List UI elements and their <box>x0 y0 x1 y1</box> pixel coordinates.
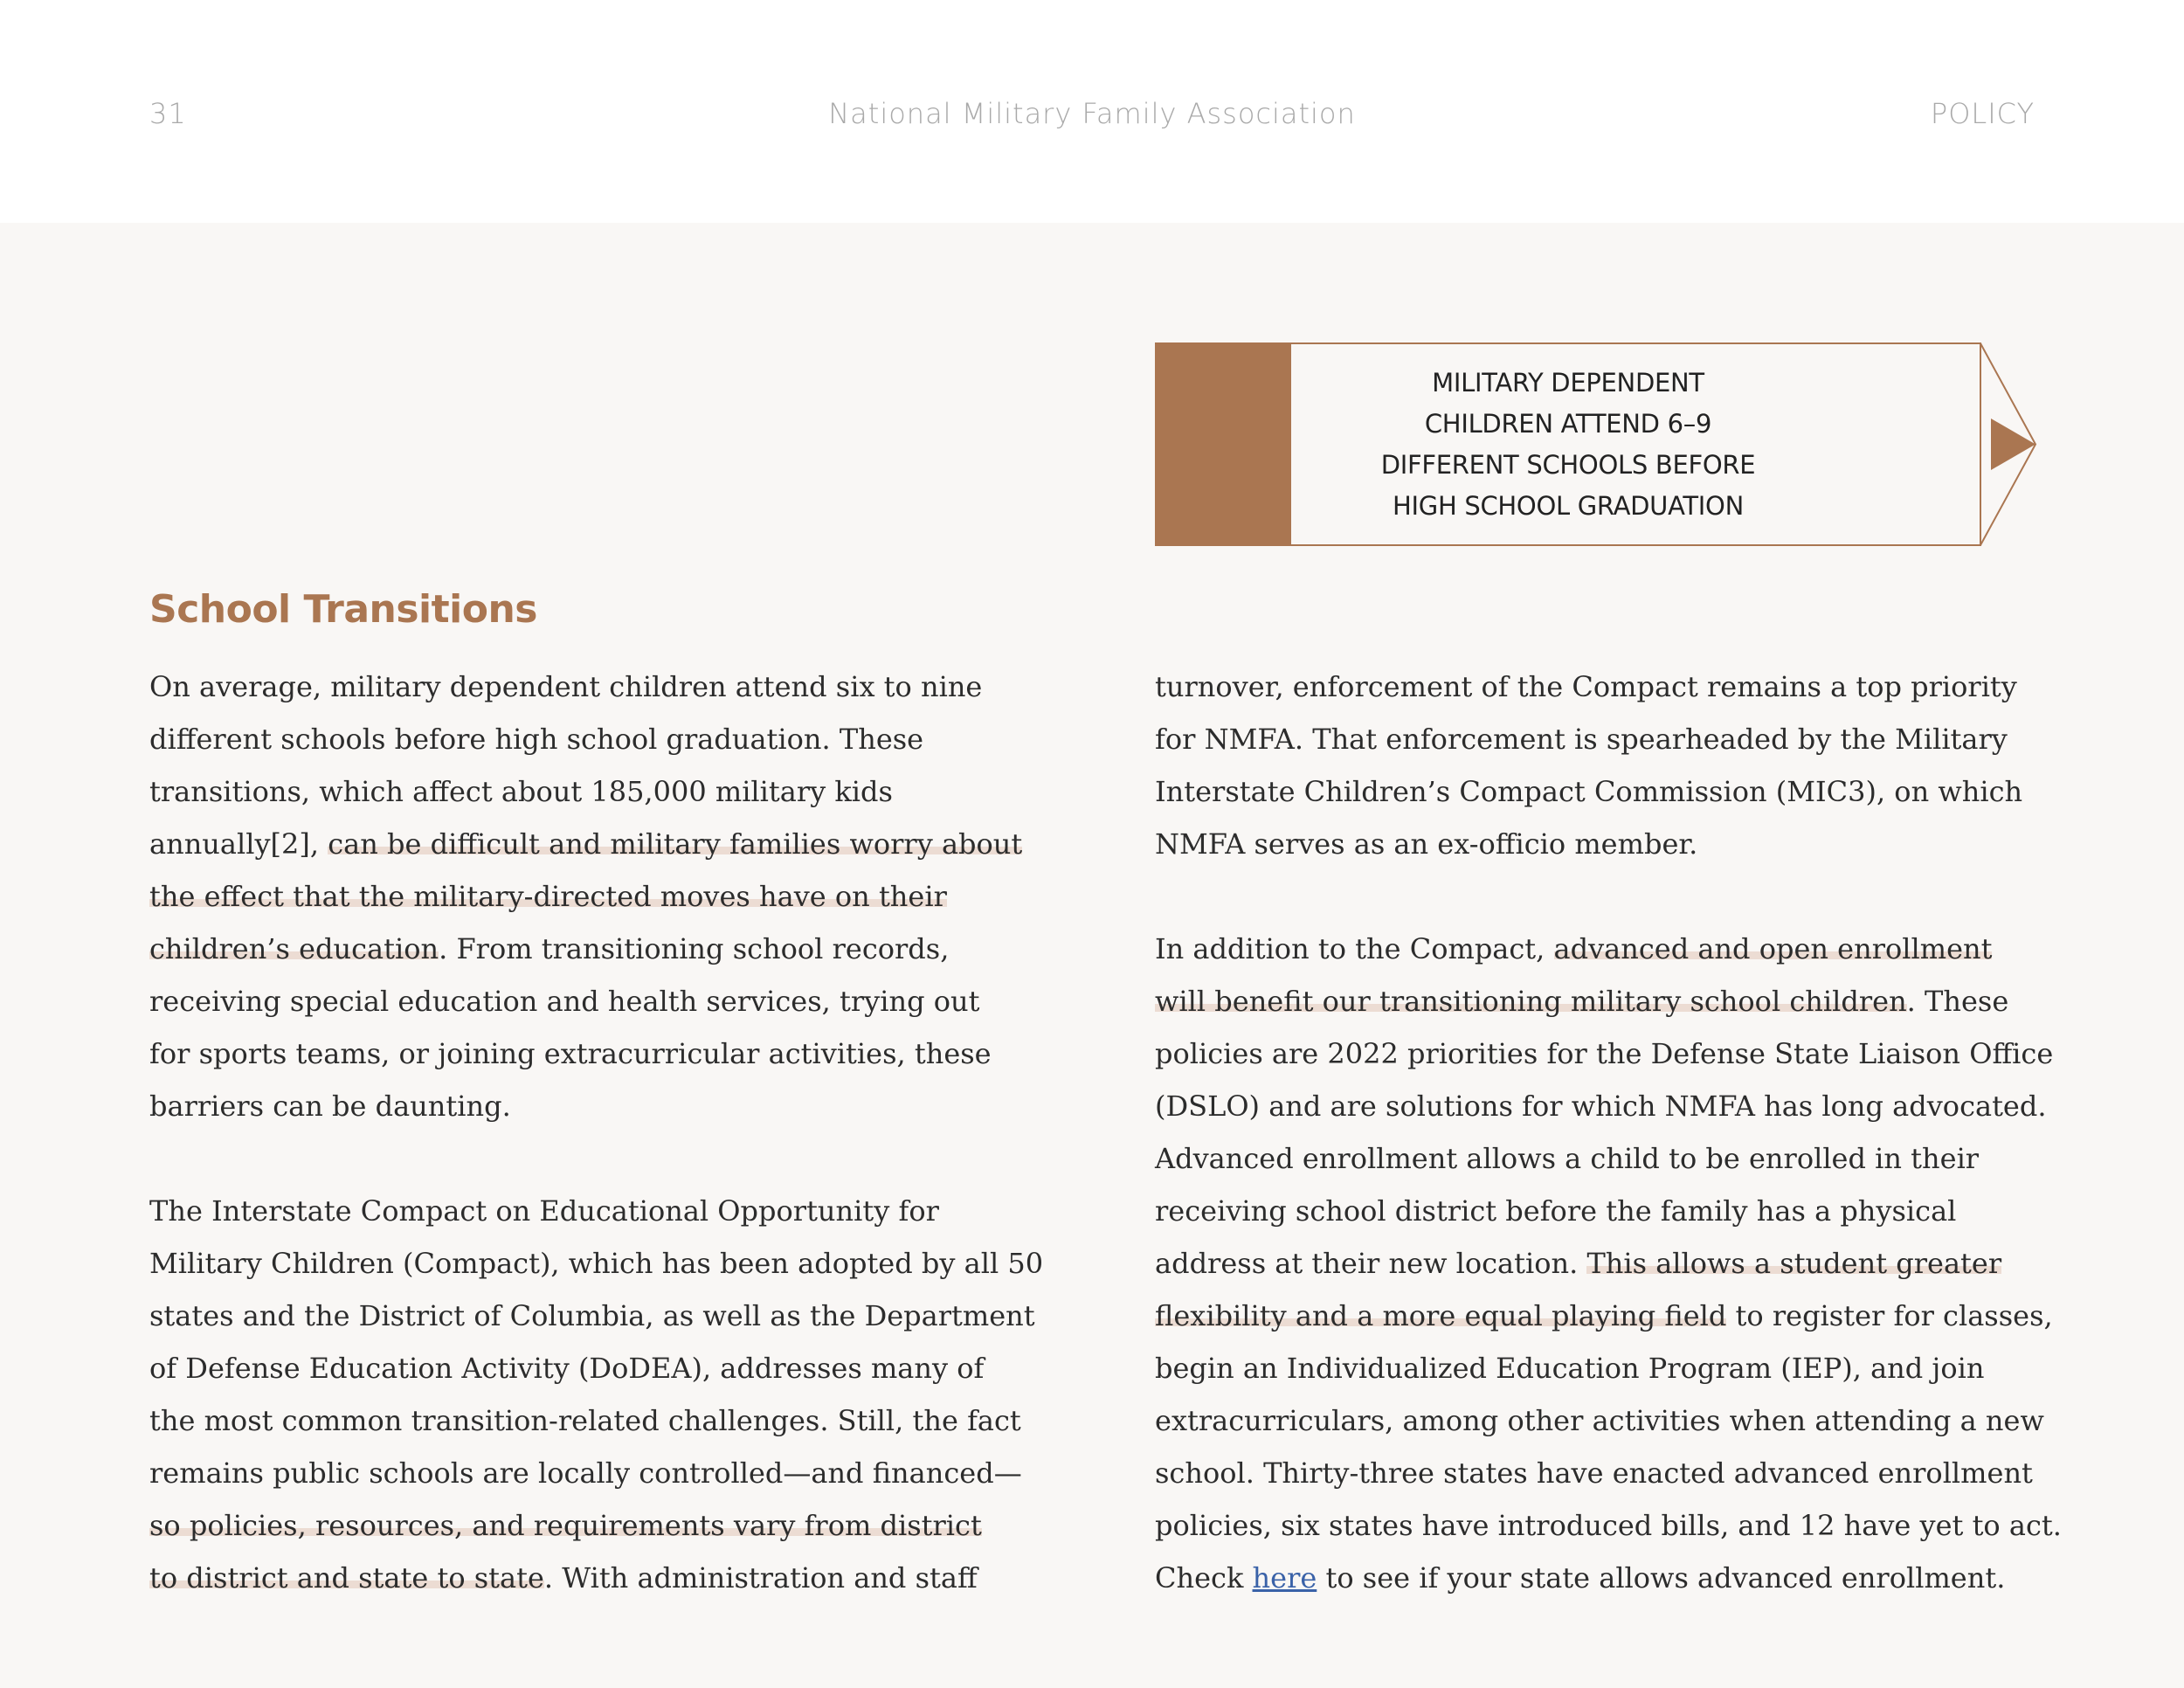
organization-name: National Military Family Association <box>828 97 1356 130</box>
body-line: Advanced enrollment allows a child to be enrolled in their <box>1155 1142 1980 1175</box>
body-line: policies, six states have introduced bills, and 12 have yet to act. <box>1155 1509 2062 1542</box>
text-span: annually[2], <box>149 827 328 861</box>
callout-line: DIFFERENT SCHOOLS BEFORE <box>1380 449 1756 480</box>
left-column <box>149 661 1044 1604</box>
body-line: On average, military dependent children attend six to nine <box>149 670 983 703</box>
body-line <box>149 1552 1023 1604</box>
body-line: policies are 2022 priorities for the Defense State Liaison Office <box>1155 1037 2054 1070</box>
highlighted-text: flexibility and a more equal playing field <box>1155 1299 1727 1332</box>
body-line <box>149 818 1023 870</box>
body-line: for sports teams, or joining extracurricular activities, these <box>149 1037 992 1070</box>
right-column <box>1155 661 2062 1604</box>
body-line <box>1155 1552 2046 1604</box>
body-line <box>1155 1290 2053 1342</box>
paragraph-gap <box>1155 870 2046 923</box>
callout-line: HIGH SCHOOL GRADUATION <box>1393 490 1744 521</box>
paragraph-gap <box>149 1132 1023 1185</box>
body-line: transitions, which affect about 185,000 military kids <box>149 775 893 808</box>
section-heading: School Transitions <box>149 587 537 632</box>
page-number: 31 <box>149 97 187 130</box>
body-line: extracurriculars, among other activities when attending a new <box>1155 1404 2044 1437</box>
body-line <box>149 870 1023 923</box>
body-line: barriers can be daunting. <box>149 1090 511 1123</box>
body-line: remains public schools are locally controlled—and financed— <box>149 1456 1022 1490</box>
body-line: different schools before high school graduation. These <box>149 723 924 756</box>
body-line: receiving special education and health services, trying out <box>149 985 980 1018</box>
highlighted-text: children’s education <box>149 932 439 965</box>
text-span: . With administration and staff <box>543 1561 978 1595</box>
callout-line: CHILDREN ATTEND 6–9 <box>1424 408 1712 439</box>
body-line: (DSLO) and are solutions for which NMFA has long advocated. <box>1155 1090 2047 1123</box>
highlighted-text: advanced and open enrollment <box>1553 932 1993 965</box>
body-line: for NMFA. That enforcement is spearheaded by the Military <box>1155 723 2008 756</box>
body-line: school. Thirty-three states have enacted advanced enrollment <box>1155 1456 2033 1490</box>
here-link[interactable]: here <box>1252 1561 1317 1595</box>
text-span: . From transitioning school records, <box>439 932 950 965</box>
body-line: turnover, enforcement of the Compact remains a top priority <box>1155 670 2017 703</box>
highlighted-text: This allows a student greater <box>1586 1247 2002 1280</box>
highlighted-text: the effect that the military-directed moves have on their <box>149 880 947 913</box>
body-line: begin an Individualized Education Program (IEP), and join <box>1155 1352 1985 1385</box>
body-line: The Interstate Compact on Educational Opportunity for <box>149 1194 939 1228</box>
body-line: the most common transition-related challenges. Still, the fact <box>149 1404 1021 1437</box>
body-line <box>1155 923 2046 975</box>
text-span: . These <box>1906 985 2009 1018</box>
callout-text <box>1291 342 1845 546</box>
callout-line: MILITARY DEPENDENT <box>1432 367 1704 398</box>
body-line <box>1155 1237 2046 1290</box>
body-line <box>149 1499 1023 1552</box>
body-line: receiving school district before the family has a physical <box>1155 1194 1957 1228</box>
highlighted-text: can be difficult and military families worry about <box>328 827 1023 861</box>
text-span: In addition to the Compact, <box>1155 932 1554 965</box>
text-span: to register for classes, <box>1726 1299 2053 1332</box>
text-span: address at their new location. <box>1155 1247 1587 1280</box>
body-line <box>1155 975 2046 1027</box>
pencil-eraser <box>1155 342 1290 546</box>
page-header <box>0 0 2184 223</box>
text-span: Check <box>1155 1561 1253 1595</box>
body-line: NMFA serves as an ex-officio member. <box>1155 827 1698 861</box>
body-line: of Defense Education Activity (DoDEA), addresses many of <box>149 1352 985 1385</box>
body-line <box>149 923 1023 975</box>
body-line: Military Children (Compact), which has been adopted by all 50 <box>149 1247 1044 1280</box>
body-line: states and the District of Columbia, as well as the Department <box>149 1299 1035 1332</box>
highlighted-text: to district and state to state <box>149 1561 544 1595</box>
highlighted-text: so policies, resources, and requirements vary from district <box>149 1509 982 1542</box>
highlighted-text: will benefit our transitioning military school children <box>1155 985 1907 1018</box>
text-span: to see if your state allows advanced enrollment. <box>1317 1561 2006 1595</box>
body-line: Interstate Children’s Compact Commission (MIC3), on which <box>1155 775 2023 808</box>
section-label: POLICY <box>1930 97 2035 130</box>
